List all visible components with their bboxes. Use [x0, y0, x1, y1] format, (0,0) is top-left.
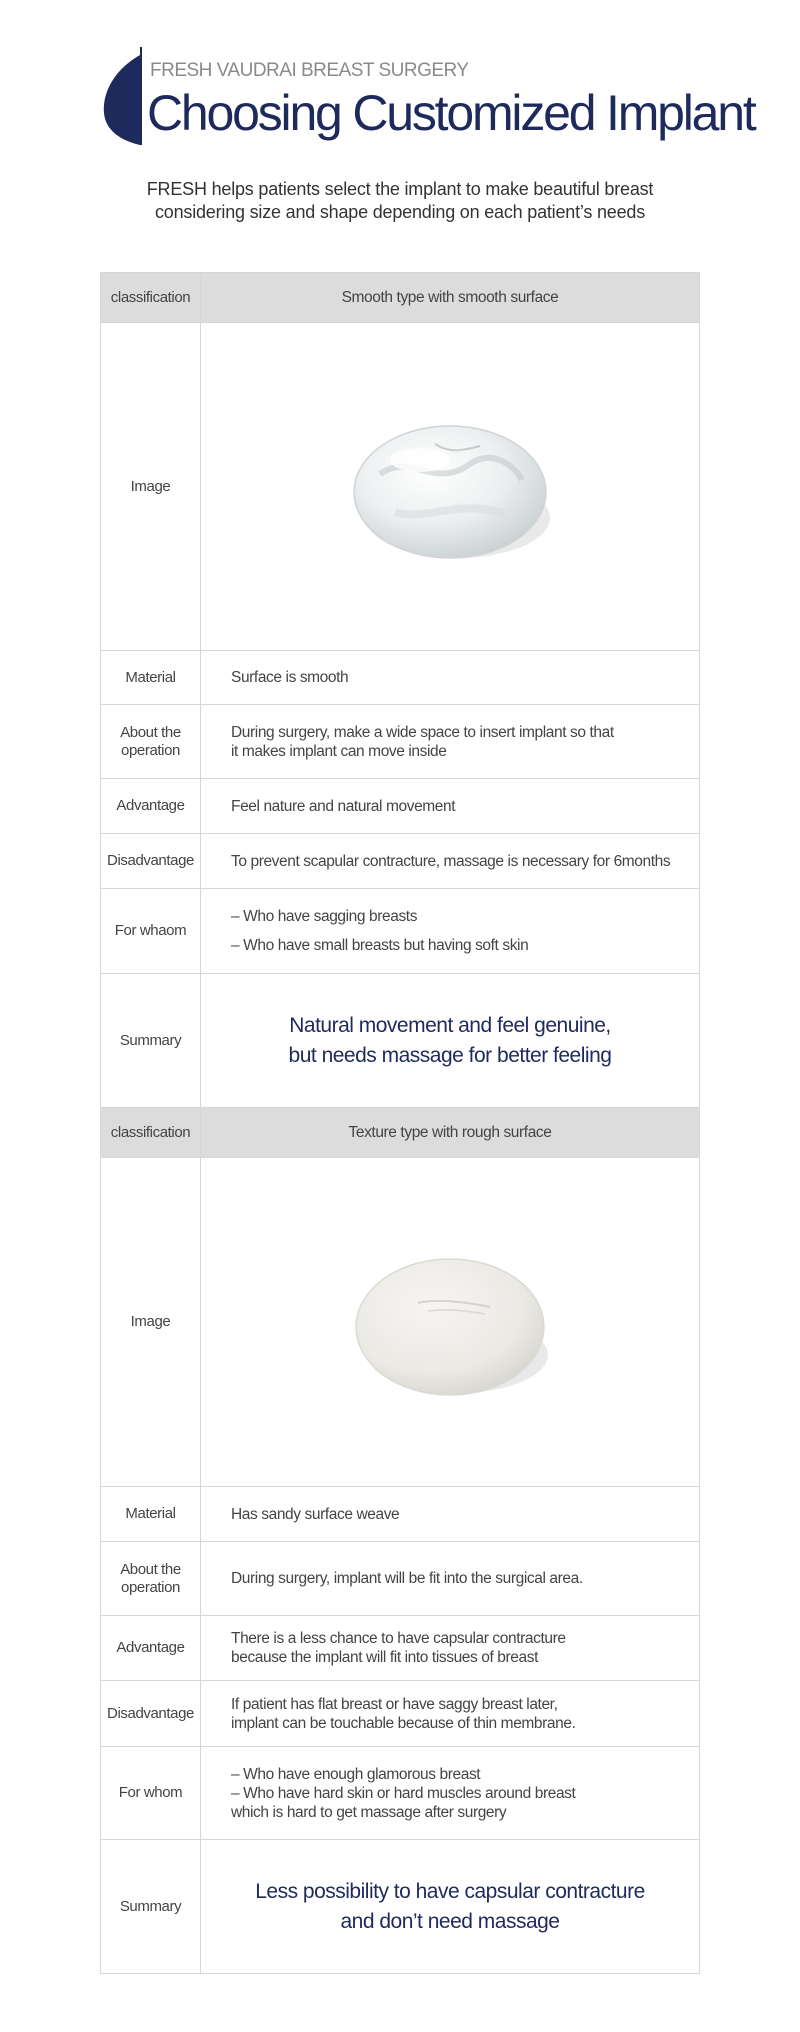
text-line: implant can be touchable because of thin membrane. — [231, 1714, 576, 1732]
summary-line: and don’t need massage — [340, 1909, 560, 1933]
summary-line: Natural movement and feel genuine, — [289, 1013, 611, 1037]
label-line: About the — [120, 1560, 181, 1578]
bullet-item: – Who have sagging breasts — [231, 908, 418, 925]
label-line: About the — [120, 723, 181, 741]
text-line: During surgery, make a wide space to insert implant so that — [231, 723, 614, 741]
disadvantage-row — [101, 834, 700, 889]
material-row — [101, 1487, 700, 1542]
summary-line: but needs massage for better feeling — [288, 1043, 612, 1067]
text-line: – Who have enough glamorous breast — [231, 1765, 481, 1783]
advantage-row — [101, 779, 700, 834]
forwhom-value — [201, 1747, 700, 1840]
row-label: Image — [101, 323, 201, 651]
row-label: Advantage — [101, 779, 201, 834]
text-line: which is hard to get massage after surgery — [231, 1803, 507, 1821]
advantage-row — [101, 1616, 700, 1681]
row-label — [101, 1542, 201, 1616]
summary-value — [201, 1840, 700, 1974]
image-row — [101, 323, 700, 651]
textured-implant-image — [340, 1237, 560, 1407]
advantage-value — [201, 779, 700, 834]
row-label: Disadvantage — [101, 1681, 201, 1747]
advantage-value — [201, 1616, 700, 1681]
text-line: To prevent scapular contracture, massage is necessary for 6months — [231, 852, 671, 870]
row-label: Material — [101, 1487, 201, 1542]
header-divider — [140, 47, 142, 145]
classification-row — [101, 273, 700, 323]
row-label: Image — [101, 1158, 201, 1487]
implant-table-smooth — [100, 272, 700, 1108]
summary-value — [201, 974, 700, 1108]
classification-value: Smooth type with smooth surface — [201, 273, 700, 323]
row-label: Disadvantage — [101, 834, 201, 889]
operation-row — [101, 1542, 700, 1616]
forwhom-row — [101, 889, 700, 974]
row-label: classification — [101, 1108, 201, 1158]
classification-value: Texture type with rough surface — [201, 1108, 700, 1158]
row-label — [101, 705, 201, 779]
summary-row — [101, 1840, 700, 1974]
image-cell — [201, 1158, 700, 1487]
forwhom-value — [201, 889, 700, 974]
text-line: it makes implant can move inside — [231, 742, 447, 760]
forwhom-row — [101, 1747, 700, 1840]
image-cell — [201, 323, 700, 651]
material-value: Surface is smooth — [201, 651, 700, 705]
intro-line: considering size and shape depending on each patient’s needs — [154, 202, 646, 222]
material-value: Has sandy surface weave — [201, 1487, 700, 1542]
row-label: Advantage — [101, 1616, 201, 1681]
disadvantage-row — [101, 1681, 700, 1747]
operation-row — [101, 705, 700, 779]
header-eyebrow: FRESH VAUDRAI BREAST SURGERY — [150, 60, 469, 81]
text-line: If patient has flat breast or have saggy breast later, — [231, 1695, 558, 1713]
bullet-item: – Who have small breasts but having soft skin — [231, 937, 529, 954]
classification-row — [101, 1108, 700, 1158]
smooth-implant-image — [340, 402, 560, 572]
page-header — [100, 45, 755, 155]
disadvantage-value — [201, 834, 700, 889]
summary-line: Less possibility to have capsular contracture — [255, 1879, 645, 1903]
row-label: Material — [101, 651, 201, 705]
row-label: For whaom — [101, 889, 201, 974]
text-line: because the implant will fit into tissues of breast — [231, 1649, 538, 1666]
summary-row — [101, 974, 700, 1108]
quote-mark-icon — [100, 47, 144, 145]
material-row — [101, 651, 700, 705]
intro-line: FRESH helps patients select the implant to make beautiful breast — [146, 179, 654, 199]
text-line: During surgery, implant will be fit into the surgical area. — [231, 1570, 583, 1587]
text-line: Feel nature and natural movement — [231, 797, 456, 815]
text-line: – Who have hard skin or hard muscles around breast — [231, 1784, 576, 1802]
label-line: operation — [121, 1578, 180, 1596]
row-label: For whom — [101, 1747, 201, 1840]
page-title: Choosing Customized Implant — [147, 85, 755, 141]
implant-table-textured — [100, 1107, 700, 1974]
disadvantage-value — [201, 1681, 700, 1747]
intro-text — [100, 178, 700, 224]
label-line: operation — [121, 741, 180, 759]
row-label: Summary — [101, 1840, 201, 1974]
operation-value — [201, 1542, 700, 1616]
operation-value — [201, 705, 700, 779]
text-line: There is a less chance to have capsular contracture — [231, 1630, 566, 1647]
image-row — [101, 1158, 700, 1487]
row-label: classification — [101, 273, 201, 323]
row-label: Summary — [101, 974, 201, 1108]
